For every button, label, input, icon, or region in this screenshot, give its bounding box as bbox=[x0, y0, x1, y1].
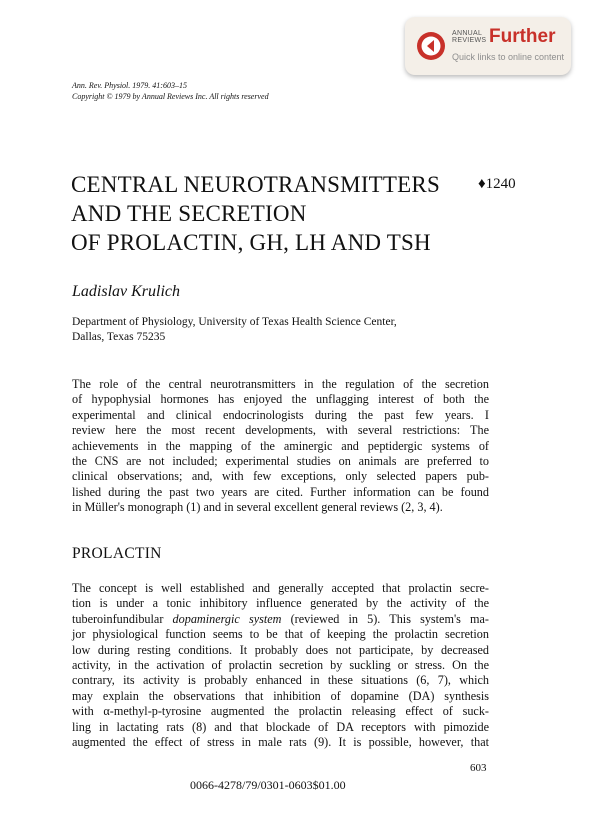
title-line: OF PROLACTIN, GH, LH AND TSH bbox=[71, 230, 431, 255]
text-line: of hypophysial hormones has enjoyed the unflagging interest of both the bbox=[72, 392, 489, 407]
article-number: ♦1240 bbox=[478, 176, 516, 192]
intro-paragraph bbox=[72, 377, 489, 516]
text-line: augmented the effect of stress in male rats (9). It is possible, however, that bbox=[72, 735, 489, 750]
page-number: 603 bbox=[470, 762, 487, 774]
annual-reviews-wordmark bbox=[452, 30, 486, 44]
affiliation-line: Dallas, Texas 75235 bbox=[72, 331, 166, 343]
annual-reviews-further-badge[interactable] bbox=[405, 17, 571, 75]
text-line: review here the most recent developments, with several restrictions: The bbox=[72, 423, 489, 438]
badge-further-text: Further bbox=[489, 26, 556, 47]
author-affiliation bbox=[72, 315, 397, 345]
text-line: contrary, its activity is probably enhanced in these situations (6, 7), which bbox=[72, 673, 489, 688]
text-line: jor physiological function seems to be that of keeping the prolactin secretion bbox=[72, 627, 489, 642]
prolactin-paragraph bbox=[72, 581, 489, 750]
text-line bbox=[72, 612, 489, 627]
text-line: the CNS are not included; experimental studies on animals are preferred to bbox=[72, 454, 489, 469]
text-line: tion is under a tonic inhibitory influence generated by the activity of the bbox=[72, 596, 489, 611]
text-line: activity, in the activation of prolactin secretion by suckling or stress. On the bbox=[72, 658, 489, 673]
text-line: The concept is well established and generally accepted that prolactin secre- bbox=[72, 581, 489, 595]
journal-copyright: Copyright © 1979 by Annual Reviews Inc. All rights reserved bbox=[72, 92, 269, 101]
play-arrow-icon bbox=[416, 31, 446, 61]
section-heading-prolactin: PROLACTIN bbox=[72, 545, 162, 562]
text-run: (reviewed in 5). This system's ma- bbox=[281, 611, 489, 626]
text-run: tuberoinfundibular bbox=[72, 611, 173, 626]
author-name: Ladislav Krulich bbox=[72, 283, 181, 300]
journal-citation: Ann. Rev. Physiol. 1979. 41:603–15 bbox=[72, 81, 187, 90]
emphasis-dopaminergic-system: dopaminergic system bbox=[172, 611, 282, 626]
text-line: ling in lactating rats (8) and that blockade of DA receptors with pimozide bbox=[72, 719, 489, 734]
text-line: in Müller's monograph (1) and in several excellent general reviews (2, 3, 4). bbox=[72, 500, 443, 515]
title-line: AND THE SECRETION bbox=[71, 201, 307, 226]
journal-header bbox=[72, 80, 269, 102]
badge-tagline: Quick links to online content bbox=[452, 52, 565, 62]
article-code: 0066-4278/79/0301-0603$01.00 bbox=[190, 778, 346, 792]
title-line: CENTRAL NEUROTRANSMITTERS bbox=[71, 172, 440, 197]
text-line: achievements in the mapping of the aminergic and peptidergic systems of bbox=[72, 438, 489, 453]
text-line: with α-methyl-p-tyrosine augmented the prolactin releasing effect of suck- bbox=[72, 704, 489, 719]
text-line: lished during the past two years are cited. Further information can be found bbox=[72, 484, 489, 499]
badge-annual-text: ANNUAL bbox=[452, 30, 483, 37]
text-line: experimental and clinical endocrinologists during the past few years. I bbox=[72, 407, 489, 422]
text-line: low during resting conditions. It probably does not participate, by decreased bbox=[72, 642, 489, 657]
article-title bbox=[71, 170, 451, 257]
text-line: The role of the central neurotransmitters in the regulation of the secretion bbox=[72, 377, 489, 391]
badge-reviews-text: REVIEWS bbox=[452, 37, 487, 44]
affiliation-line: Department of Physiology, University of Texas Health Science Center, bbox=[72, 316, 397, 328]
text-line: clinical observations; and, with few exceptions, only selected papers pub- bbox=[72, 469, 489, 484]
text-line: may explain the observations that inhibition of dopamine (DA) synthesis bbox=[72, 688, 489, 703]
